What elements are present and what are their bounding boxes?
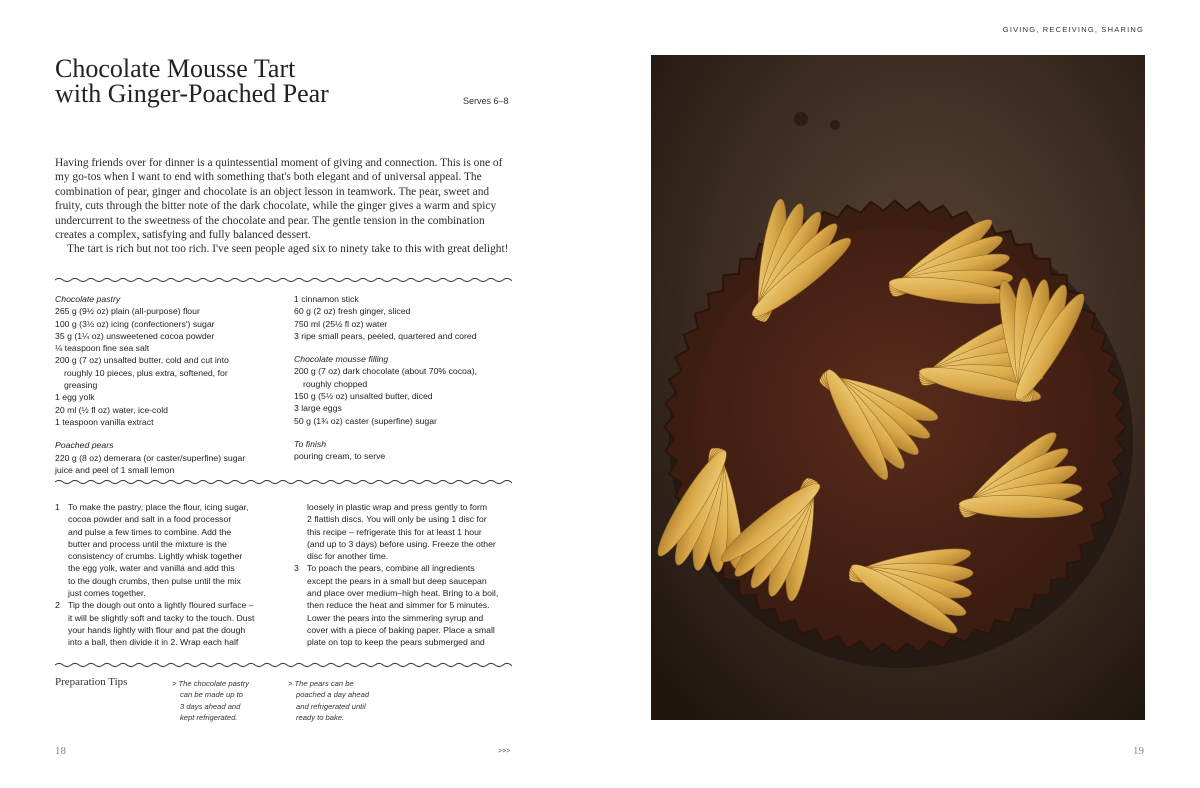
ingredients-left-column <box>55 293 287 487</box>
ingredient-item: 100 g (3½ oz) icing (confectioners') sugar <box>55 318 215 329</box>
preparation-tip <box>172 678 282 723</box>
step-number: 3 <box>294 563 299 574</box>
intro-text <box>55 156 513 257</box>
step-text: your hands lightly with flour and pat the dough <box>68 624 246 635</box>
ingredient-item: roughly 10 pieces, plus extra, softened, for <box>64 367 228 378</box>
ingredient-item: ⅛ teaspoon fine sea salt <box>55 343 150 354</box>
ingredient-group <box>55 293 287 428</box>
step-text: into a ball, then divide it in 2. Wrap each half <box>68 637 239 648</box>
syrup-drop <box>794 112 808 126</box>
tart-photo <box>651 55 1145 720</box>
step-text: and place over medium–high heat. Bring to a boil, <box>307 588 499 599</box>
step-text: To poach the pears, combine all ingredients <box>307 563 475 574</box>
preparation-tip <box>288 678 398 723</box>
ingredient-item: 1 egg yolk <box>55 392 95 403</box>
step-text: cover with a piece of baking paper. Place a small <box>307 624 495 635</box>
tip-line: > The pears can be <box>288 679 354 688</box>
step-text: then reduce the heat and simmer for 5 minutes. <box>307 600 490 611</box>
step-text: just comes together. <box>68 588 146 599</box>
running-head: GIVING, RECEIVING, SHARING <box>1002 25 1144 34</box>
step-text: disc for another time. <box>307 551 389 562</box>
tip-line: kept refrigerated. <box>180 712 238 722</box>
serves-label: Serves 6–8 <box>463 96 509 106</box>
ingredient-group <box>294 293 526 342</box>
step-number: 1 <box>55 502 60 512</box>
intro-paragraph: The tart is rich but not too rich. I've seen people aged six to ninety take to this with great delight! <box>67 243 509 256</box>
ingredient-item: 1 teaspoon vanilla extract <box>55 416 154 427</box>
ingredient-group <box>55 439 287 476</box>
ingredient-group-title: To finish <box>294 438 327 449</box>
ingredient-item: 200 g (7 oz) dark chocolate (about 70% cocoa), <box>294 366 478 377</box>
preparation-tips-label: Preparation Tips <box>55 676 128 688</box>
wavy-divider <box>55 478 512 486</box>
wavy-divider <box>55 276 512 284</box>
step-text: it will be slightly soft and tacky to the touch. Dust <box>68 612 255 623</box>
page-number-left: 18 <box>55 745 66 757</box>
step-text: Lower the pears into the simmering syrup and <box>307 612 484 623</box>
step-text: consistency of crumbs. Lightly whisk together <box>68 551 243 562</box>
step-text: Tip the dough out onto a lightly floured surface – <box>68 600 254 611</box>
ingredient-item: 3 large eggs <box>294 403 342 414</box>
ingredient-item: greasing <box>64 380 98 391</box>
step-number: 2 <box>55 600 60 611</box>
step-text: To make the pastry, place the flour, icing sugar, <box>68 502 249 512</box>
step-text: 2 flattish discs. You will only be using 1 disc for <box>307 514 487 525</box>
ingredient-item: 60 g (2 oz) fresh ginger, sliced <box>294 306 411 317</box>
recipe-title <box>55 56 415 106</box>
step-text: the egg yolk, water and vanilla and add this <box>68 563 235 574</box>
tip-line: poached a day ahead <box>296 690 370 700</box>
step-text: (and up to 3 days) before using. Freeze the other <box>307 538 496 549</box>
step-text: cocoa powder and salt in a food processor <box>68 514 232 525</box>
ingredient-item: juice and peel of 1 small lemon <box>55 464 175 475</box>
ingredient-item: 20 ml (½ fl oz) water, ice-cold <box>55 404 168 415</box>
step-text: to the dough crumbs, then pulse until the mix <box>68 575 241 586</box>
step-text: plate on top to keep the pears submerged and <box>307 637 485 648</box>
syrup-drop <box>830 120 840 130</box>
recipe-title-line: with Ginger-Poached Pear <box>55 79 329 108</box>
ingredient-item: 265 g (9½ oz) plain (all-purpose) flour <box>55 306 200 317</box>
ingredients-right-column <box>294 293 526 474</box>
ingredient-item: 50 g (1¾ oz) caster (superfine) sugar <box>294 415 437 426</box>
ingredient-item: 3 ripe small pears, peeled, quartered and cored <box>294 330 477 341</box>
ingredient-item: 150 g (5½ oz) unsalted butter, diced <box>294 391 433 402</box>
tip-line: ready to bake. <box>296 712 345 722</box>
method-step <box>55 599 267 611</box>
tip-line: > The chocolate pastry <box>172 679 250 688</box>
step-text: and pulse a few times to combine. Add the <box>68 526 232 537</box>
method-left-column <box>55 501 267 649</box>
step-text: butter and process until the mixture is the <box>68 538 227 549</box>
ingredient-item: 200 g (7 oz) unsalted butter, cold and cut into <box>55 355 229 366</box>
ingredient-group-title: Chocolate mousse filling <box>294 354 389 365</box>
ingredient-group-title: Poached pears <box>55 440 114 451</box>
step-text: loosely in plastic wrap and press gently to form <box>307 502 488 512</box>
ingredient-item: roughly chopped <box>303 378 368 389</box>
recipe-title-line: Chocolate Mousse Tart <box>55 54 296 83</box>
ingredient-group <box>294 353 526 427</box>
page-number-right: 19 <box>1133 745 1144 757</box>
ingredient-item: pouring cream, to serve <box>294 451 386 462</box>
wavy-divider <box>55 661 512 669</box>
tip-line: can be made up to <box>180 690 243 700</box>
ingredient-item: 1 cinnamon stick <box>294 294 359 304</box>
method-step <box>294 562 506 574</box>
step-text: except the pears in a small but deep saucepan <box>307 575 487 586</box>
continue-marker: >>> <box>498 748 511 755</box>
ingredient-group <box>294 438 526 463</box>
ingredient-item: 35 g (1¼ oz) unsweetened cocoa powder <box>55 330 215 341</box>
intro-paragraph: Having friends over for dinner is a quintessential moment of giving and connection. This is one of my go-tos when I want to end with something that's both elegant and of universal appeal. The combination of pear, ginger and chocolate is an object lesson in teamwork. The pear, sweet and fruity, cuts through the bitter note of the dark chocolate, while the ginger gives a warm and spicy undercurrent to the sweetness of the chocolate and pear. The gentle tension in the combination creates a complex, satisfying and fully balanced dessert. <box>55 157 503 242</box>
method-step <box>55 501 267 513</box>
ingredient-item: 750 ml (25½ fl oz) water <box>294 318 388 329</box>
ingredient-item: 220 g (8 oz) demerara (or caster/superfine) sugar <box>55 452 246 463</box>
tip-line: 3 days ahead and <box>180 701 241 711</box>
method-right-column <box>294 501 506 649</box>
step-text: this recipe – refrigerate this for at least 1 hour <box>307 526 482 537</box>
tip-line: and refrigerated until <box>296 701 366 711</box>
ingredient-group-title: Chocolate pastry <box>55 294 121 304</box>
